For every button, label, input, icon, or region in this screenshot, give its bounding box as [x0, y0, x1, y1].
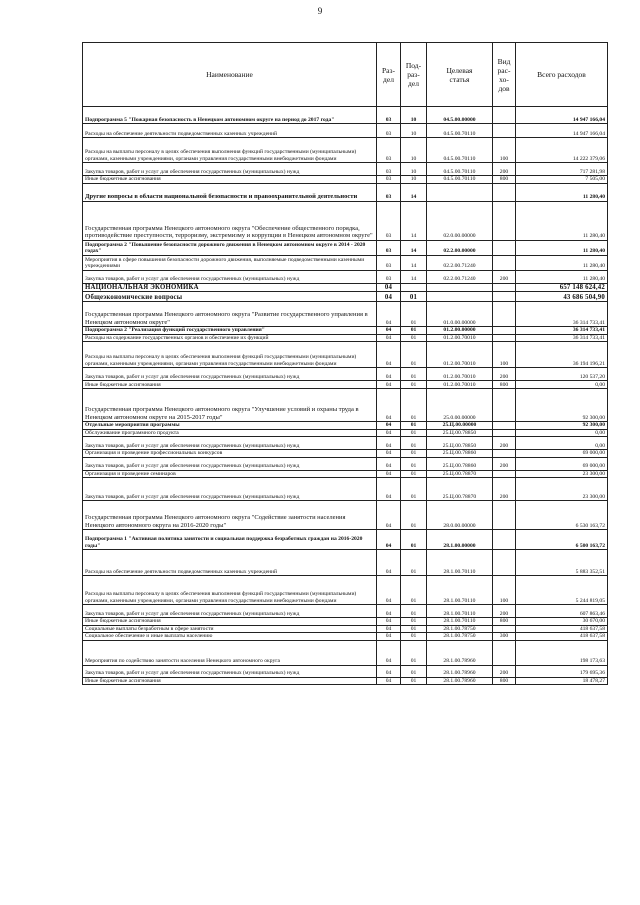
cell-target-article — [427, 283, 493, 292]
cell-expense-type — [493, 327, 516, 335]
cell-target-article: 02.2.00.71240 — [427, 270, 493, 283]
cell-name: Организация и проведение профессиональных конкурсов — [83, 450, 377, 458]
cell-total: 7 505,00 — [516, 176, 608, 184]
cell-total: 18 478,27 — [516, 677, 608, 685]
table-row — [83, 437, 608, 450]
cell-expense-type — [493, 501, 516, 530]
cell-subsection: 01 — [401, 677, 427, 685]
table-row — [83, 201, 608, 240]
cell-total: 11 280,40 — [516, 270, 608, 283]
cell-target-article: 01.2.00.00000 — [427, 327, 493, 335]
cell-name: Подпрограмма 1 "Активная политика занятости и социальная поддержка безработных граждан на 2016-2020 годы" — [83, 530, 377, 550]
cell-expense-type — [493, 240, 516, 255]
cell-name: Подпрограмма 5 "Пожарная безопасность в Ненецком автономном округе на период до 2017 года" — [83, 107, 377, 124]
cell-section: 04 — [377, 640, 401, 665]
cell-target-article: 25.Ц.00.78860 — [427, 450, 493, 458]
cell-section: 04 — [377, 302, 401, 327]
cell-subsection: 10 — [401, 107, 427, 124]
header-target-article: Целевая статья — [427, 43, 493, 107]
table-row — [83, 478, 608, 501]
table-row — [83, 450, 608, 458]
cell-name: Государственная программа Ненецкого автономного округа "Развитие государственного управления в Ненецком автономном округе" — [83, 302, 377, 327]
cell-name: Расходы на обеспечение деятельности подведомственных казенных учреждений — [83, 124, 377, 138]
table-row — [83, 368, 608, 381]
table-row — [83, 292, 608, 302]
cell-expense-type — [493, 450, 516, 458]
cell-name: Расходы на выплаты персоналу в целях обеспечения выполнения функций государственными (муниципальными) органами, казенными учреждениями, органами управления государственными внебюджетными фондами — [83, 138, 377, 163]
cell-total: 92 300,00 — [516, 389, 608, 422]
header-expense-type: Вид рас- хо- дов — [493, 43, 516, 107]
cell-total: 14 947 166,04 — [516, 107, 608, 124]
table-row — [83, 665, 608, 677]
cell-total: 11 280,40 — [516, 240, 608, 255]
cell-subsection: 01 — [401, 368, 427, 381]
cell-target-article — [427, 183, 493, 201]
cell-name: Расходы на выплаты персоналу в целях обеспечения выполнения функций государственными (муниципальными) органами, казенными учреждениями, органами управления государственными внебюджетными фондами — [83, 342, 377, 368]
cell-target-article: 04.5.00.70110 — [427, 124, 493, 138]
cell-total: 5 883 352,51 — [516, 550, 608, 576]
cell-subsection: 01 — [401, 576, 427, 605]
cell-expense-type — [493, 550, 516, 576]
cell-section: 04 — [377, 550, 401, 576]
cell-target-article: 02.2.00.00000 — [427, 240, 493, 255]
table-row — [83, 550, 608, 576]
cell-section: 04 — [377, 381, 401, 389]
cell-name: НАЦИОНАЛЬНАЯ ЭКОНОМИКА — [83, 283, 377, 292]
cell-target-article: 25.0.00.00000 — [427, 389, 493, 422]
cell-section: 04 — [377, 429, 401, 437]
cell-name: Подпрограмма 2 "Реализация функций государственного управления" — [83, 327, 377, 335]
cell-expense-type — [493, 640, 516, 665]
cell-subsection: 01 — [401, 470, 427, 478]
header-total-expenses: Всего расходов — [516, 43, 608, 107]
cell-subsection: 01 — [401, 501, 427, 530]
cell-subsection: 01 — [401, 342, 427, 368]
cell-subsection: 01 — [401, 292, 427, 302]
table-row — [83, 501, 608, 530]
cell-name: Обслуживание программного продукта — [83, 429, 377, 437]
cell-expense-type: 800 — [493, 176, 516, 184]
cell-section: 03 — [377, 138, 401, 163]
table-row — [83, 633, 608, 641]
header-subsection: Под- раз- дел — [401, 43, 427, 107]
cell-section: 04 — [377, 501, 401, 530]
cell-subsection: 01 — [401, 550, 427, 576]
table-row — [83, 625, 608, 633]
table-row — [83, 342, 608, 368]
cell-subsection: 01 — [401, 327, 427, 335]
cell-total: 69 000,00 — [516, 450, 608, 458]
cell-section: 04 — [377, 334, 401, 342]
cell-name: Подпрограмма 2 "Повышение безопасности дорожного движения в Ненецком автономном округе в 2014 - 2020 годах" — [83, 240, 377, 255]
cell-name: Закупка товаров, работ и услуг для обеспечения государственных (муниципальных) нужд — [83, 665, 377, 677]
cell-section: 04 — [377, 530, 401, 550]
cell-section: 04 — [377, 283, 401, 292]
cell-total: 6 500 163,72 — [516, 530, 608, 550]
cell-name: Закупка товаров, работ и услуг для обеспечения государственных (муниципальных) нужд — [83, 457, 377, 470]
cell-expense-type — [493, 625, 516, 633]
cell-target-article: 02.2.00.71240 — [427, 255, 493, 270]
cell-target-article: 25.Ц.00.78860 — [427, 457, 493, 470]
cell-name: Иные бюджетные ассигнования — [83, 381, 377, 389]
cell-name: Закупка товаров, работ и услуг для обеспечения государственных (муниципальных) нужд — [83, 437, 377, 450]
cell-subsection: 01 — [401, 640, 427, 665]
cell-name: Расходы на выплаты персоналу в целях обеспечения выполнения функций государственными (муниципальными) органами, казенными учреждениями, органами управления государственными внебюджетными фондами — [83, 576, 377, 605]
cell-name: Государственная программа Ненецкого автономного округа "Содействие занятости населения Ненецкого автономного округа на 2016-2020 годы" — [83, 501, 377, 530]
cell-total: 36 314 733,41 — [516, 334, 608, 342]
table-row — [83, 283, 608, 292]
cell-subsection: 10 — [401, 163, 427, 176]
cell-total: 92 300,00 — [516, 422, 608, 430]
budget-table — [82, 42, 608, 685]
cell-total: 14 947 166,04 — [516, 124, 608, 138]
cell-section: 04 — [377, 633, 401, 641]
cell-expense-type — [493, 255, 516, 270]
cell-target-article: 04.5.00.70110 — [427, 176, 493, 184]
cell-target-article: 25.Ц.00.78850 — [427, 429, 493, 437]
cell-expense-type: 100 — [493, 576, 516, 605]
cell-total: 11 280,40 — [516, 255, 608, 270]
cell-target-article: 28.1.00.78960 — [427, 665, 493, 677]
cell-expense-type — [493, 389, 516, 422]
cell-name: Социальное обеспечение и иные выплаты населению — [83, 633, 377, 641]
cell-target-article: 28.1.00.70110 — [427, 618, 493, 626]
cell-section: 04 — [377, 450, 401, 458]
cell-total: 418 637,58 — [516, 625, 608, 633]
cell-total: 717 281,98 — [516, 163, 608, 176]
cell-total: 6 530 163,72 — [516, 501, 608, 530]
cell-total: 14 222 379,06 — [516, 138, 608, 163]
cell-expense-type: 100 — [493, 138, 516, 163]
cell-section: 04 — [377, 389, 401, 422]
cell-total: 11 280,40 — [516, 201, 608, 240]
cell-name: Общеэкономические вопросы — [83, 292, 377, 302]
cell-name: Иные бюджетные ассигнования — [83, 677, 377, 685]
table-row — [83, 457, 608, 470]
cell-section: 04 — [377, 677, 401, 685]
cell-total: 418 637,58 — [516, 633, 608, 641]
cell-total: 69 000,00 — [516, 457, 608, 470]
cell-name: Социальные выплаты безработным в сфере занятости — [83, 625, 377, 633]
cell-subsection: 14 — [401, 183, 427, 201]
cell-target-article: 28.0.00.00000 — [427, 501, 493, 530]
cell-target-article: 02.0.00.00000 — [427, 201, 493, 240]
table-row — [83, 605, 608, 618]
cell-section: 03 — [377, 176, 401, 184]
table-row — [83, 640, 608, 665]
cell-subsection: 01 — [401, 422, 427, 430]
cell-subsection: 01 — [401, 665, 427, 677]
cell-expense-type: 800 — [493, 677, 516, 685]
cell-expense-type — [493, 283, 516, 292]
cell-total: 43 686 504,90 — [516, 292, 608, 302]
cell-target-article: 04.5.00.00000 — [427, 107, 493, 124]
cell-name: Иные бюджетные ассигнования — [83, 618, 377, 626]
table-row — [83, 530, 608, 550]
cell-expense-type: 200 — [493, 163, 516, 176]
cell-target-article: 28.1.00.70110 — [427, 550, 493, 576]
cell-name: Расходы на содержание государственных органов и обеспечение их функций — [83, 334, 377, 342]
table-row — [83, 270, 608, 283]
cell-subsection: 14 — [401, 201, 427, 240]
cell-name: Государственная программа Ненецкого автономного округа "Улучшение условий и охраны труда в Ненецком автономном округе на 2015-2017 годы" — [83, 389, 377, 422]
table-row — [83, 327, 608, 335]
table-row — [83, 422, 608, 430]
table-row — [83, 240, 608, 255]
cell-expense-type — [493, 429, 516, 437]
cell-expense-type — [493, 470, 516, 478]
cell-subsection: 01 — [401, 605, 427, 618]
cell-subsection: 14 — [401, 240, 427, 255]
table-row — [83, 138, 608, 163]
cell-section: 03 — [377, 201, 401, 240]
cell-expense-type — [493, 107, 516, 124]
cell-section: 04 — [377, 625, 401, 633]
cell-section: 04 — [377, 437, 401, 450]
table-row — [83, 163, 608, 176]
cell-expense-type — [493, 124, 516, 138]
cell-target-article: 25.Ц.00.78850 — [427, 437, 493, 450]
cell-section: 04 — [377, 342, 401, 368]
cell-expense-type — [493, 422, 516, 430]
cell-target-article: 01.0.00.00000 — [427, 302, 493, 327]
cell-expense-type — [493, 183, 516, 201]
page-number: 9 — [317, 6, 323, 16]
cell-total: 11 280,40 — [516, 183, 608, 201]
cell-subsection: 01 — [401, 478, 427, 501]
cell-target-article: 04.5.00.70110 — [427, 138, 493, 163]
table-body — [83, 107, 608, 685]
cell-target-article: 04.5.00.70110 — [427, 163, 493, 176]
table-row — [83, 470, 608, 478]
cell-expense-type: 200 — [493, 457, 516, 470]
cell-expense-type: 100 — [493, 342, 516, 368]
cell-name: Закупка товаров, работ и услуг для обеспечения государственных (муниципальных) нужд — [83, 163, 377, 176]
cell-target-article: 25.Ц.00.78870 — [427, 470, 493, 478]
header-section: Раз- дел — [377, 43, 401, 107]
cell-total: 36 314 733,41 — [516, 302, 608, 327]
cell-target-article: 28.1.00.00000 — [427, 530, 493, 550]
cell-name: Мероприятия в сфере повышения безопасности дорожного движения, выполняемые подведомственными казенными учреждениями — [83, 255, 377, 270]
cell-total: 23 300,00 — [516, 470, 608, 478]
cell-subsection: 01 — [401, 450, 427, 458]
cell-subsection: 01 — [401, 302, 427, 327]
cell-total: 657 148 624,42 — [516, 283, 608, 292]
cell-target-article: 01.2.00.70010 — [427, 342, 493, 368]
cell-subsection: 10 — [401, 124, 427, 138]
cell-expense-type: 200 — [493, 478, 516, 501]
cell-expense-type: 200 — [493, 270, 516, 283]
table-row — [83, 183, 608, 201]
cell-expense-type: 200 — [493, 665, 516, 677]
table-row — [83, 176, 608, 184]
cell-total: 23 300,00 — [516, 478, 608, 501]
cell-name: Расходы на обеспечение деятельности подведомственных казенных учреждений — [83, 550, 377, 576]
table-row — [83, 677, 608, 685]
cell-total: 198 173,63 — [516, 640, 608, 665]
cell-target-article: 28.1.00.78750 — [427, 625, 493, 633]
table-row — [83, 302, 608, 327]
cell-total: 36 194 196,21 — [516, 342, 608, 368]
cell-expense-type: 200 — [493, 437, 516, 450]
cell-subsection: 14 — [401, 255, 427, 270]
cell-total: 0,00 — [516, 437, 608, 450]
cell-total: 0,00 — [516, 381, 608, 389]
cell-name: Закупка товаров, работ и услуг для обеспечения государственных (муниципальных) нужд — [83, 270, 377, 283]
cell-section: 04 — [377, 605, 401, 618]
cell-expense-type: 300 — [493, 633, 516, 641]
cell-section: 04 — [377, 422, 401, 430]
table-row — [83, 334, 608, 342]
cell-subsection: 10 — [401, 138, 427, 163]
cell-target-article: 28.1.00.78750 — [427, 633, 493, 641]
cell-section: 03 — [377, 270, 401, 283]
cell-subsection: 01 — [401, 618, 427, 626]
cell-subsection: 10 — [401, 176, 427, 184]
cell-section: 04 — [377, 457, 401, 470]
cell-expense-type: 200 — [493, 368, 516, 381]
cell-section: 03 — [377, 255, 401, 270]
cell-subsection: 14 — [401, 270, 427, 283]
cell-name: Иные бюджетные ассигнования — [83, 176, 377, 184]
cell-subsection: 01 — [401, 530, 427, 550]
cell-total: 5 244 819,05 — [516, 576, 608, 605]
cell-expense-type — [493, 530, 516, 550]
cell-target-article: 28.1.00.70110 — [427, 576, 493, 605]
cell-name: Отдельные мероприятия программы — [83, 422, 377, 430]
cell-section: 03 — [377, 107, 401, 124]
cell-target-article: 01.2.00.70010 — [427, 381, 493, 389]
cell-section: 04 — [377, 478, 401, 501]
header-name: Наименование — [83, 43, 377, 107]
cell-subsection: 01 — [401, 437, 427, 450]
cell-subsection: 01 — [401, 633, 427, 641]
cell-target-article: 25.Ц.00.00000 — [427, 422, 493, 430]
cell-expense-type: 800 — [493, 618, 516, 626]
cell-subsection: 01 — [401, 381, 427, 389]
cell-subsection: 01 — [401, 389, 427, 422]
cell-name: Организация и проведение семинаров — [83, 470, 377, 478]
cell-section: 04 — [377, 470, 401, 478]
cell-subsection: 01 — [401, 334, 427, 342]
cell-expense-type — [493, 334, 516, 342]
cell-subsection: 01 — [401, 625, 427, 633]
cell-total: 607 863,46 — [516, 605, 608, 618]
cell-target-article: 25.Ц.00.78870 — [427, 478, 493, 501]
cell-target-article — [427, 292, 493, 302]
cell-section: 03 — [377, 124, 401, 138]
cell-target-article: 01.2.00.70010 — [427, 368, 493, 381]
cell-target-article: 01.2.00.70010 — [427, 334, 493, 342]
cell-section: 04 — [377, 327, 401, 335]
cell-target-article: 28.1.00.78960 — [427, 677, 493, 685]
cell-section: 04 — [377, 665, 401, 677]
cell-target-article: 28.1.00.78960 — [427, 640, 493, 665]
cell-total: 36 314 733,41 — [516, 327, 608, 335]
cell-name: Закупка товаров, работ и услуг для обеспечения государственных (муниципальных) нужд — [83, 368, 377, 381]
cell-name: Другие вопросы в области национальной безопасности и правоохранительной деятельности — [83, 183, 377, 201]
table-row — [83, 389, 608, 422]
cell-section: 03 — [377, 163, 401, 176]
cell-subsection — [401, 283, 427, 292]
cell-total: 0,00 — [516, 429, 608, 437]
cell-name: Государственная программа Ненецкого автономного округа "Обеспечение общественного порядка, противодействие преступности, терроризму, экстремизму и коррупции в Ненецком автономном округе" — [83, 201, 377, 240]
cell-target-article: 28.1.00.70110 — [427, 605, 493, 618]
table-row — [83, 576, 608, 605]
cell-section: 03 — [377, 240, 401, 255]
table-row — [83, 381, 608, 389]
cell-expense-type — [493, 201, 516, 240]
cell-expense-type: 800 — [493, 381, 516, 389]
cell-subsection: 01 — [401, 429, 427, 437]
cell-expense-type — [493, 292, 516, 302]
cell-section: 04 — [377, 368, 401, 381]
cell-section: 04 — [377, 292, 401, 302]
cell-section: 04 — [377, 576, 401, 605]
cell-expense-type — [493, 302, 516, 327]
cell-total: 120 537,20 — [516, 368, 608, 381]
table-row — [83, 618, 608, 626]
cell-section: 04 — [377, 618, 401, 626]
table-header-row — [83, 43, 608, 107]
cell-total: 30 670,00 — [516, 618, 608, 626]
cell-subsection: 01 — [401, 457, 427, 470]
cell-name: Закупка товаров, работ и услуг для обеспечения государственных (муниципальных) нужд — [83, 478, 377, 501]
table-row — [83, 124, 608, 138]
table-row — [83, 429, 608, 437]
cell-expense-type: 200 — [493, 605, 516, 618]
cell-total: 179 695,36 — [516, 665, 608, 677]
table-row — [83, 255, 608, 270]
cell-name: Закупка товаров, работ и услуг для обеспечения государственных (муниципальных) нужд — [83, 605, 377, 618]
cell-name: Мероприятия по содействию занятости населения Ненецкого автономного округа — [83, 640, 377, 665]
table-row — [83, 107, 608, 124]
cell-section: 03 — [377, 183, 401, 201]
